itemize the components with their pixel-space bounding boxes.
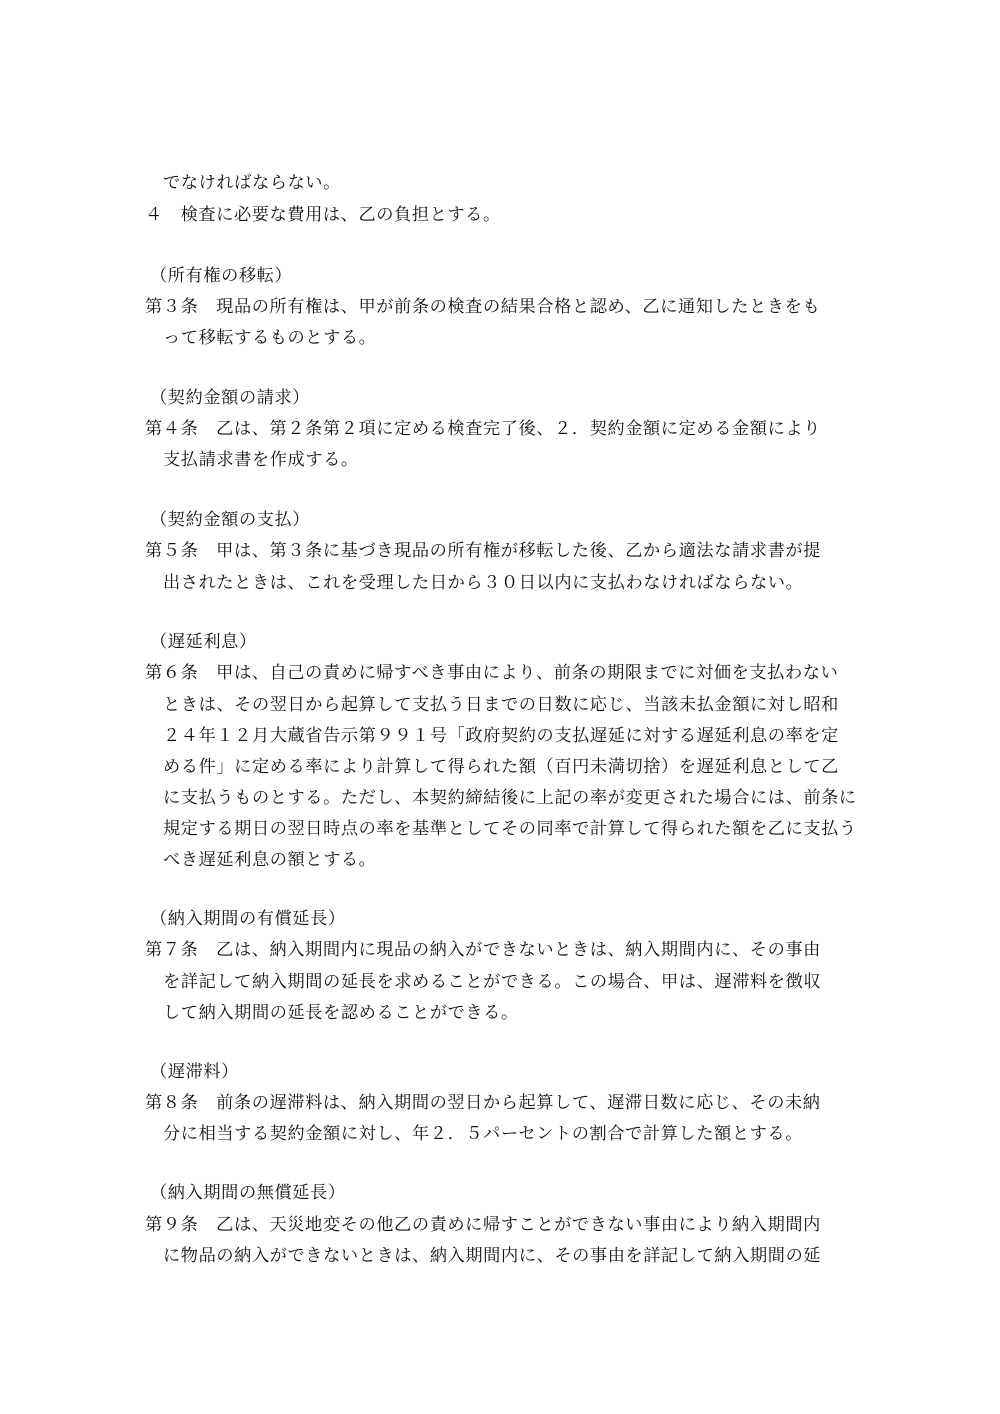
text-line: 第７条 乙は、納入期間内に現品の納入ができないときは、納入期間内に、その事由 — [145, 940, 821, 960]
text-line: 分に相当する契約金額に対し、年２．５パーセントの割合で計算した額とする。 — [163, 1124, 804, 1144]
text-line: に支払うものとする。ただし、本契約締結後に上記の率が変更された場合には、前条に — [163, 788, 857, 808]
text-line: 第８条 前条の遅滞料は、納入期間の翌日から起算して、遅滞日数に応じ、その未納 — [145, 1093, 821, 1113]
text-line: でなければならない。 — [163, 173, 341, 193]
text-line: って移転するものとする。 — [163, 328, 377, 348]
section-heading: （契約金額の支払） — [150, 510, 311, 530]
section-heading: （納入期間の有償延長） — [150, 909, 346, 929]
text-line: を詳記して納入期間の延長を求めることができる。この場合、甲は、遅滞料を徴収 — [163, 972, 822, 992]
text-line: 第３条 現品の所有権は、甲が前条の検査の結果合格と認め、乙に通知したときをも — [145, 297, 821, 317]
text-line: 第５条 甲は、第３条に基づき現品の所有権が移転した後、乙から適法な請求書が提 — [145, 541, 821, 561]
section-heading: （契約金額の請求） — [150, 388, 311, 408]
section-heading: （遅延利息） — [150, 632, 257, 652]
section-heading: （納入期間の無償延長） — [150, 1183, 346, 1203]
text-line: して納入期間の延長を認めることができる。 — [163, 1003, 519, 1023]
text-line: 第４条 乙は、第２条第２項に定める検査完了後、２．契約金額に定める金額により — [145, 419, 821, 439]
text-line: 支払請求書を作成する。 — [163, 450, 359, 470]
section-heading: （遅滞料） — [150, 1062, 239, 1082]
text-line: に物品の納入ができないときは、納入期間内に、その事由を詳記して納入期間の延 — [163, 1246, 822, 1266]
text-line: 第６条 甲は、自己の責めに帰すべき事由により、前条の期限までに対価を支払わない — [145, 663, 839, 683]
text-line: 第９条 乙は、天災地変その他乙の責めに帰すことができない事由により納入期間内 — [145, 1215, 821, 1235]
text-line: ２４年１２月大蔵省告示第９９１号「政府契約の支払遅延に対する遅延利息の率を定 — [163, 726, 839, 746]
text-line: 規定する期日の翌日時点の率を基準としてその同率で計算して得られた額を乙に支払う — [163, 819, 857, 839]
text-line: べき遅延利息の額とする。 — [163, 850, 377, 870]
text-line: 出されたときは、これを受理した日から３０日以内に支払わなければならない。 — [163, 573, 804, 593]
text-line: ４ 検査に必要な費用は、乙の負担とする。 — [145, 205, 501, 225]
text-line: める件」に定める率により計算して得られた額（百円未満切捨）を遅延利息として乙 — [163, 757, 839, 777]
section-heading: （所有権の移転） — [150, 266, 293, 286]
text-line: ときは、その翌日から起算して支払う日までの日数に応じ、当該未払金額に対し昭和 — [163, 695, 839, 715]
